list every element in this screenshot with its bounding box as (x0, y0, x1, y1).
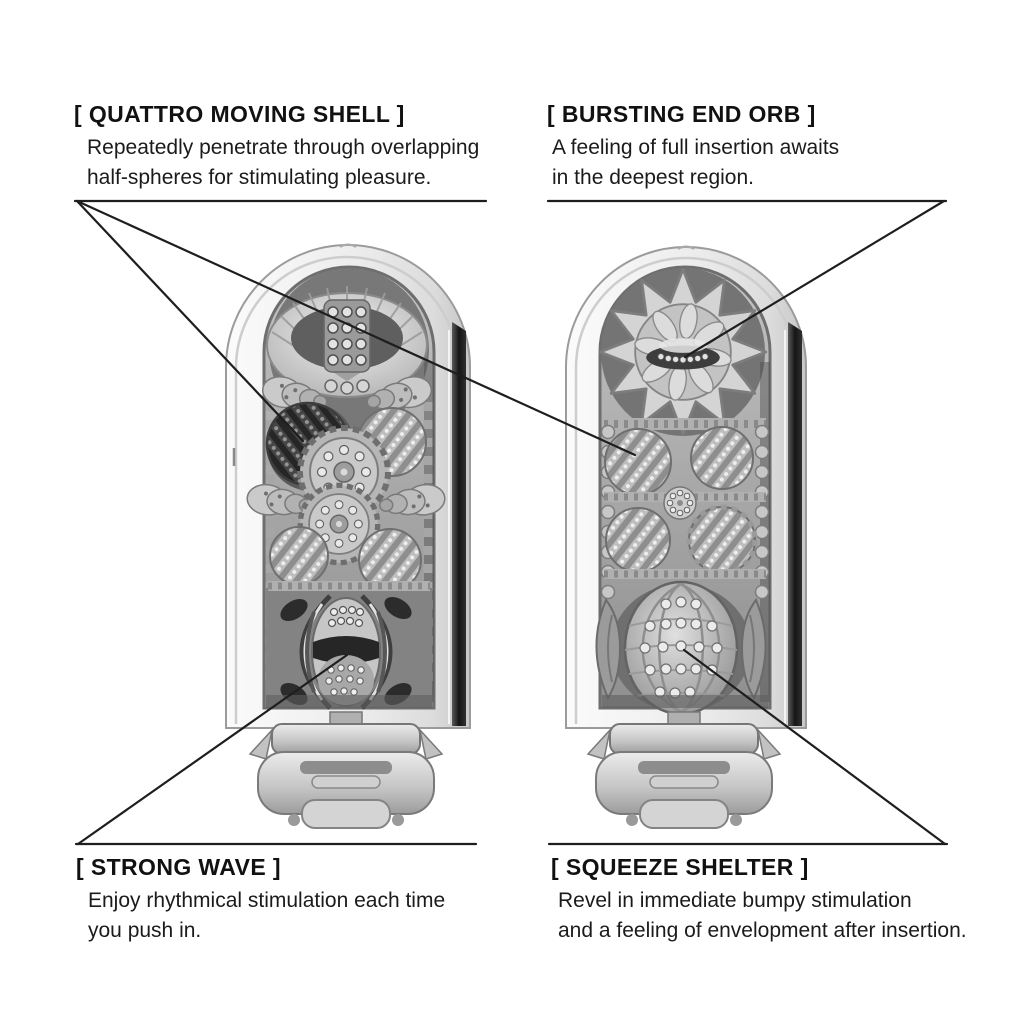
annotation-description-line: A feeling of full insertion awaits (552, 136, 840, 159)
annotation-bursting-end-orb (547, 101, 839, 193)
annotation-strong-wave (76, 854, 445, 946)
annotation-description-line: in the deepest region. (552, 166, 754, 189)
annotation-description (74, 133, 479, 193)
annotation-description (547, 133, 839, 193)
annotation-description-line: half-spheres for stimulating pleasure. (87, 166, 432, 189)
annotation-quattro-moving-shell (74, 101, 479, 193)
annotation-description-line: and a feeling of envelopment after insertion. (558, 919, 967, 942)
left-device-flip-base (250, 712, 442, 828)
annotation-description-line: Enjoy rhythmical stimulation each time (88, 889, 446, 912)
annotation-title: [ STRONG WAVE ] (76, 854, 281, 880)
annotation-description-line: Repeatedly penetrate through overlapping (87, 136, 480, 159)
annotation-description (76, 886, 445, 946)
annotation-description-line: you push in. (88, 919, 202, 942)
right-device-flip-base (588, 712, 780, 828)
annotation-title: [ SQUEEZE SHELTER ] (551, 854, 809, 880)
annotation-description (551, 886, 967, 946)
left-device-strong-wave (266, 586, 432, 710)
annotation-squeeze-shelter (551, 854, 967, 946)
annotation-title: [ QUATTRO MOVING SHELL ] (74, 101, 405, 127)
annotation-title: [ BURSTING END ORB ] (547, 101, 816, 127)
leader-lines (75, 201, 947, 844)
left-device-cutaway-illustration (226, 245, 470, 829)
annotation-description-line: Revel in immediate bumpy stimulation (558, 889, 912, 912)
right-device-cutaway-illustration (566, 247, 806, 829)
